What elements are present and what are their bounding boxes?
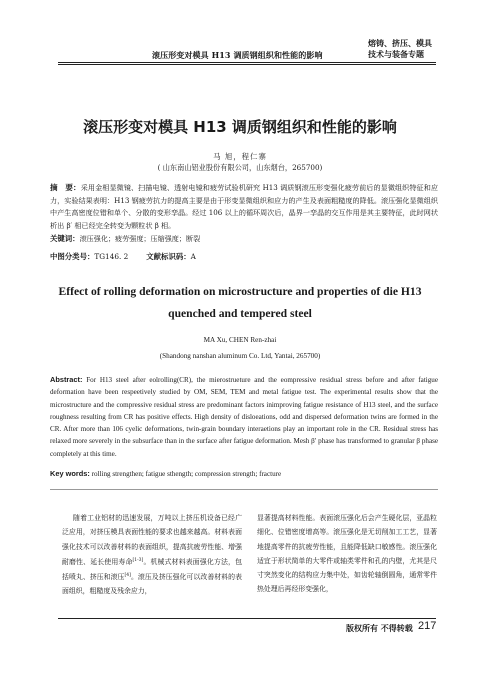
body-text: 随着工业铝材的迅速发展，万吨以上挤压机设备已经广泛应用，对挤压模具表面性能的要求也越来越高。材料表面强化技术可以改善材料的表面组织，提高抗疲劳性能、增强耐磨性、延长使用寿命: [62, 514, 242, 566]
english-abstract-text: For H13 steel after eolrolling(CR), the mierostrueture and the eompressive residual stress before and after fatigue deformation have been respeetively studied by OM, SEM, TEM and metal fatigue test. The experimental results show that the microstructure and the compressive residual stress are predominant factors inimproving fatigue resistance of H13 steel, and the surface roughness resulting from CR has positive effects. High density of disloeations, odd and dispersed deformation twins are formed in the CR. After more than 106 cyelic deformations, twin-grain boundary interaetions play an important role in the CR. Residual stress has relaxed more severely in the subsurface than in the surface after fatigue deformation. Mesh β′ phase has transformed to granular β phase completely at this time.: [50, 376, 439, 458]
footer-rule: [58, 618, 436, 619]
header-rule-top: [58, 62, 436, 63]
chinese-title: 滚压形变对模具 H13 调质钢组织和性能的影响: [83, 118, 397, 136]
citation: [1-3]: [132, 557, 144, 563]
body-text: 。滚压及挤压强化可以改善材料的表面组织，粗糙度及残余应力，: [62, 573, 243, 596]
chinese-keywords-label: 关键词：: [50, 234, 80, 243]
section-divider: [50, 489, 438, 490]
chinese-keywords: [50, 233, 438, 244]
citation: [4]: [124, 573, 131, 579]
english-title: Effect of rolling deformation on microstructure and properties of die H13 quenched and tempered steel: [58, 285, 422, 320]
class-number-value: TG146. 2: [94, 252, 129, 261]
header-rule-bottom: [58, 64, 436, 65]
chinese-keywords-text: 滚压强化；疲劳强度；压缩强度；断裂: [79, 234, 201, 243]
copyright-notice: 版权所有 不得转载: [346, 623, 413, 633]
chinese-authors: 马 旭，程仁寨: [213, 152, 267, 161]
classification-line: [50, 251, 196, 262]
doc-code-label: 文献标识码：: [146, 252, 191, 261]
doc-code-value: A: [190, 252, 196, 261]
section-tag: [368, 38, 432, 60]
body-paragraph: [62, 511, 242, 599]
class-number-label: 中图分类号：: [50, 252, 95, 261]
body-paragraph: 显著提高材料性能。表面滚压强化后会产生硬化层，亚晶粒细化、位错密度增高等。滚压强化是无切削加工工艺，显著地提高零件的抗疲劳性能，且能降低缺口敏感性。滚压强化适宜于形状简单的大零件或轴类零件和孔的内壁，尤其是尺寸突然变化的结构应力集中处，如齿轮轴倒圆角，通常零件热处理后再经形变强化，: [257, 514, 437, 594]
chinese-abstract-label: 摘 要：: [50, 183, 81, 192]
section-tag-line1: 熔铸、挤压、模具: [368, 38, 432, 48]
section-tag-line2: 技术与装备专题: [368, 49, 424, 59]
english-authors: MA Xu, CHEN Ren-zhai: [203, 336, 277, 344]
chinese-affiliation: ( 山东南山铝业股份有限公司，山东烟台，265700): [157, 163, 323, 172]
body-text: 。机械式材料表面强化方法，包括喷丸、挤压和滚压: [62, 557, 243, 582]
chinese-abstract: [50, 182, 438, 232]
english-keywords-label: Key words:: [50, 469, 90, 478]
english-abstract: [50, 374, 438, 460]
body-column-right: [257, 511, 437, 597]
running-title: 滚压形变对模具 H13 调质钢组织和性能的影响: [152, 50, 323, 60]
body-column-left: [62, 511, 242, 599]
english-keywords-text: rolling strengthen; fatigue sthength; compression strength; fracture: [91, 470, 282, 478]
chinese-abstract-text: 采用金相显微镜、扫描电镜、透射电镜和疲劳试验机研究 H13 调质钢滚压形变强化疲劳前后的显微组织特征和应力，实验结果表明：H13 钢疲劳抗力的提高主要是由于形变显微组织和应力的产生及表面粗糙度的降低。滚压强化显微组织中产生高密度位错和单个、分散的变形孪晶。经过 106 以上的循环周次后，晶界一孪晶的交互作用是其主要特征，此时网状析出 β′ 相已经完全转变为颗粒状 β 相。: [50, 183, 438, 230]
english-abstract-label: Abstract:: [50, 375, 83, 384]
english-affiliation: (Shandong nanshan aluminum Co. Ltd, Yantai, 265700): [159, 352, 321, 360]
page-number: 217: [418, 620, 437, 632]
english-keywords: [50, 469, 438, 478]
